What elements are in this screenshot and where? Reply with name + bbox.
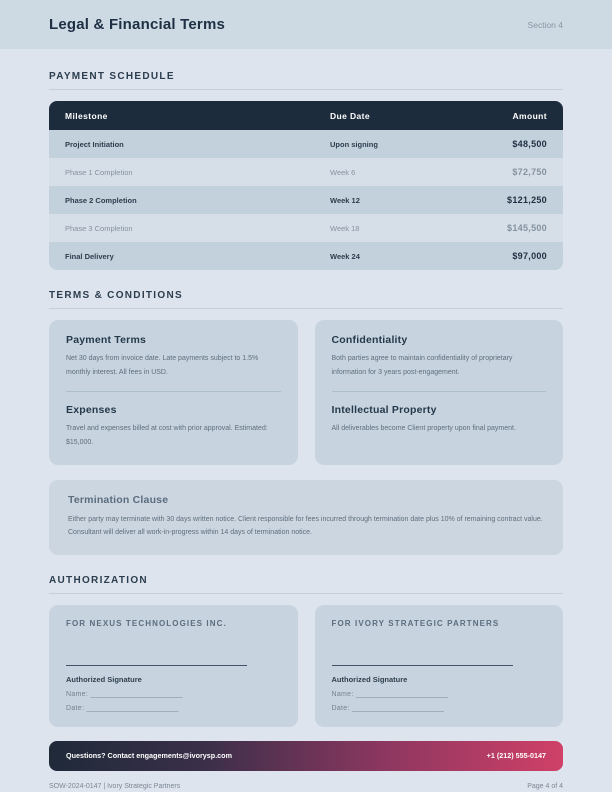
amount-cell: $48,500 [512, 139, 547, 149]
authorized-signature-label: Authorized Signature [331, 674, 408, 684]
signature-line [66, 665, 247, 666]
due-date-cell: Week 12 [330, 195, 360, 205]
signature-block-client [49, 605, 298, 727]
table-header-row [49, 101, 563, 130]
footer-page-number: Page 4 of 4 [527, 782, 563, 790]
card-body: All deliverables become Client property upon final payment. [331, 425, 516, 433]
card-body: Both parties agree to maintain confidentiality of proprietary information for 3 years post-engagement. [331, 355, 513, 376]
table-row [49, 186, 563, 214]
table-row [49, 242, 563, 270]
card-title: Intellectual Property [331, 404, 437, 417]
amount-cell: $97,000 [512, 251, 547, 261]
card-title: Expenses [66, 404, 117, 417]
card-body: Net 30 days from invoice date. Late payments subject to 1.5% monthly interest. All fees in USD. [66, 355, 259, 376]
milestone-cell: Phase 3 Completion [65, 223, 133, 233]
card-title: Payment Terms [66, 334, 147, 346]
payment-schedule-table [49, 101, 563, 270]
terms-cards [49, 320, 563, 465]
table-row [49, 158, 563, 186]
milestone-cell: Final Delivery [65, 251, 114, 261]
due-date-cell: Upon signing [330, 139, 378, 149]
contact-phone-text: +1 (212) 555-0147 [486, 751, 546, 761]
milestone-cell: Phase 1 Completion [65, 167, 133, 177]
table-row [49, 130, 563, 158]
date-fill-line: Date: ______________________ [331, 704, 445, 712]
terms-card-payment-expenses [49, 320, 298, 465]
column-header-milestone: Milestone [65, 110, 108, 121]
milestone-cell: Project Initiation [65, 139, 124, 149]
terms-card-confidentiality-ip [315, 320, 564, 465]
signature-blocks [49, 605, 563, 727]
document-body [0, 71, 612, 790]
name-fill-line: Name: ______________________ [331, 690, 449, 698]
card-body: Travel and expenses billed at cost with prior approval. Estimated: $15,000. [66, 425, 268, 446]
signature-party-label: FOR NEXUS TECHNOLOGIES INC. [66, 618, 227, 628]
page-header [0, 0, 612, 49]
column-header-due-date: Due Date [330, 110, 371, 121]
table-row [49, 214, 563, 242]
card-divider [332, 391, 547, 392]
contact-banner [49, 741, 563, 771]
signature-block-consultant [315, 605, 564, 727]
signature-line [332, 665, 513, 666]
page-footer [49, 783, 563, 790]
signature-party-label: FOR IVORY STRATEGIC PARTNERS [331, 618, 500, 628]
authorization-heading: AUTHORIZATION [49, 575, 563, 594]
termination-title: Termination Clause [68, 493, 169, 506]
due-date-cell: Week 18 [330, 223, 360, 233]
footer-document-id: SOW-2024-0147 | Ivory Strategic Partners [49, 782, 181, 790]
amount-cell: $145,500 [507, 223, 547, 233]
due-date-cell: Week 6 [330, 167, 356, 177]
name-fill-line: Name: ______________________ [66, 690, 183, 698]
column-header-amount: Amount [512, 110, 547, 121]
termination-clause-card [49, 480, 563, 555]
terms-conditions-heading: TERMS & CONDITIONS [49, 290, 563, 309]
section-label: Section 4 [527, 19, 563, 30]
amount-cell: $72,750 [512, 167, 547, 177]
milestone-cell: Phase 2 Completion [65, 195, 137, 205]
card-divider [66, 391, 281, 392]
contact-email-text: Questions? Contact engagements@ivorysp.com [66, 751, 232, 761]
authorized-signature-label: Authorized Signature [66, 674, 142, 684]
payment-schedule-heading: PAYMENT SCHEDULE [49, 71, 563, 90]
due-date-cell: Week 24 [330, 251, 360, 261]
amount-cell: $121,250 [507, 195, 547, 205]
date-fill-line: Date: ______________________ [66, 704, 179, 712]
page-title: Legal & Financial Terms [49, 16, 226, 33]
card-title: Confidentiality [331, 334, 408, 346]
termination-body: Either party may terminate with 30 days written notice. Client responsible for fees incurred through termination date plus 10% of remaining contract value. Consultant will deliver all work-in-progress within 14 days of termination notice. [68, 515, 543, 537]
